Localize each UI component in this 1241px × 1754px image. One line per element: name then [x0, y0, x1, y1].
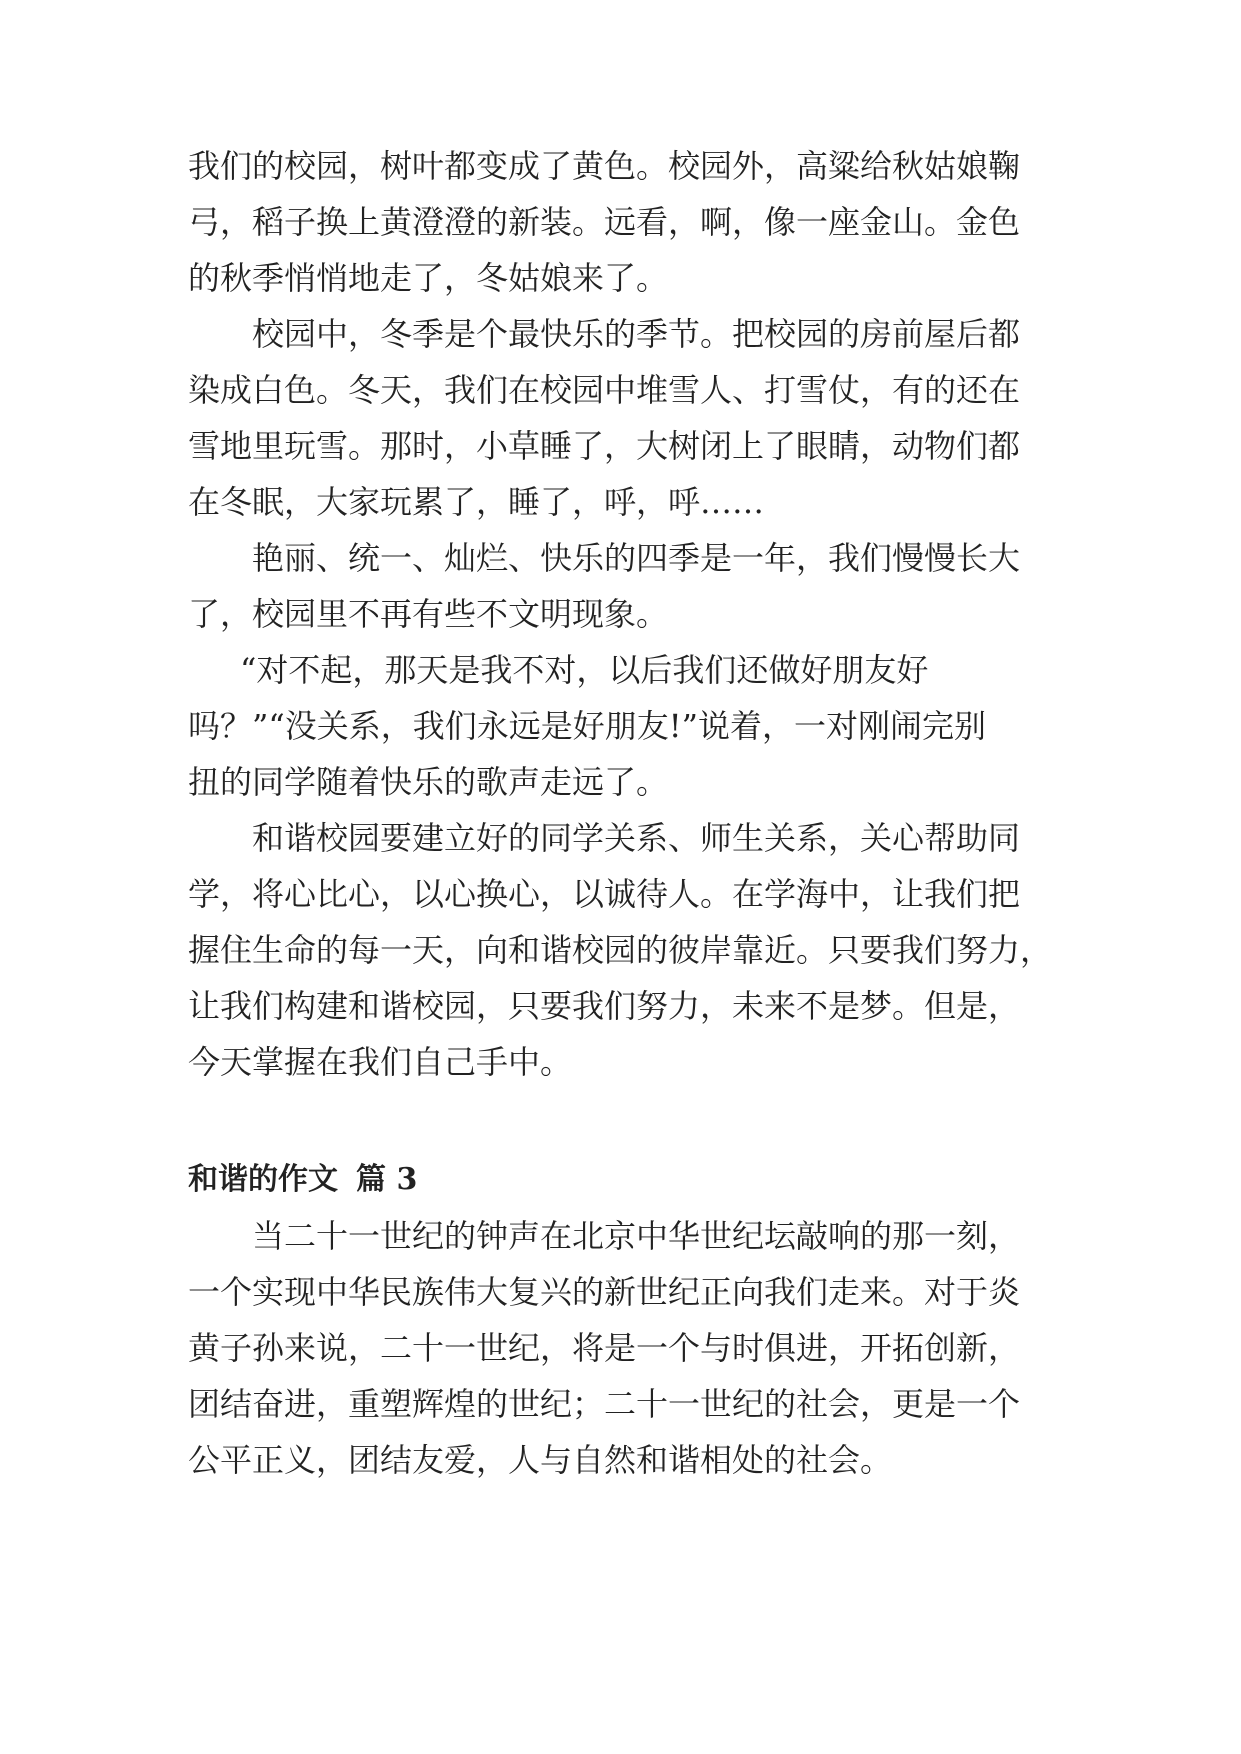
text-line: 今天掌握在我们自己手中。 — [188, 1043, 573, 1081]
text-line: 弓，稻子换上黄澄澄的新装。远看，啊，像一座金山。金色 — [188, 203, 1021, 241]
heading-section: 篇 3 — [356, 1162, 418, 1197]
text-line: 染成白色。冬天，我们在校园中堆雪人、打雪仗，有的还在 — [188, 371, 1021, 409]
text-line: 雪地里玩雪。那时，小草睡了，大树闭上了眼睛，动物们都 — [188, 427, 1021, 465]
text-line: 艳丽、统一、灿烂、快乐的四季是一年，我们慢慢长大 — [252, 539, 1021, 577]
text-line: 当二十一世纪的钟声在北京中华世纪坛敲响的那一刻， — [252, 1217, 1021, 1255]
text-line: 在冬眠，大家玩累了，睡了，呼，呼…… — [188, 483, 765, 521]
text-line: 学，将心比心，以心换心，以诚待人。在学海中，让我们把 — [188, 875, 1021, 913]
text-line: 我们的校园，树叶都变成了黄色。校园外，高粱给秋姑娘鞠 — [188, 147, 1021, 185]
text-line: 扭的同学随着快乐的歌声走远了。 — [188, 763, 669, 801]
text-line: 校园中，冬季是个最快乐的季节。把校园的房前屋后都 — [252, 315, 1021, 353]
text-line: 和谐校园要建立好的同学关系、师生关系，关心帮助同 — [252, 819, 1021, 857]
text-line: 公平正义，团结友爱，人与自然和谐相处的社会。 — [188, 1441, 893, 1479]
section-heading — [188, 1160, 417, 1200]
text-line: 一个实现中华民族伟大复兴的新世纪正向我们走来。对于炎 — [188, 1273, 1021, 1311]
text-line: 的秋季悄悄地走了，冬姑娘来了。 — [188, 259, 669, 297]
heading-title: 和谐的作文 — [188, 1162, 338, 1197]
text-line: “对不起，那天是我不对，以后我们还做好朋友好 — [240, 651, 929, 689]
text-line: 握住生命的每一天，向和谐校园的彼岸靠近。只要我们努力， — [188, 931, 1053, 969]
text-line: 了，校园里不再有些不文明现象。 — [188, 595, 669, 633]
text-line: 吗？”“没关系，我们永远是好朋友!”说着，一对刚闹完别 — [188, 707, 986, 745]
text-line: 团结奋进，重塑辉煌的世纪；二十一世纪的社会，更是一个 — [188, 1385, 1021, 1423]
text-line: 让我们构建和谐校园，只要我们努力，未来不是梦。但是， — [188, 987, 1021, 1025]
text-line: 黄子孙来说，二十一世纪，将是一个与时俱进，开拓创新， — [188, 1329, 1021, 1367]
